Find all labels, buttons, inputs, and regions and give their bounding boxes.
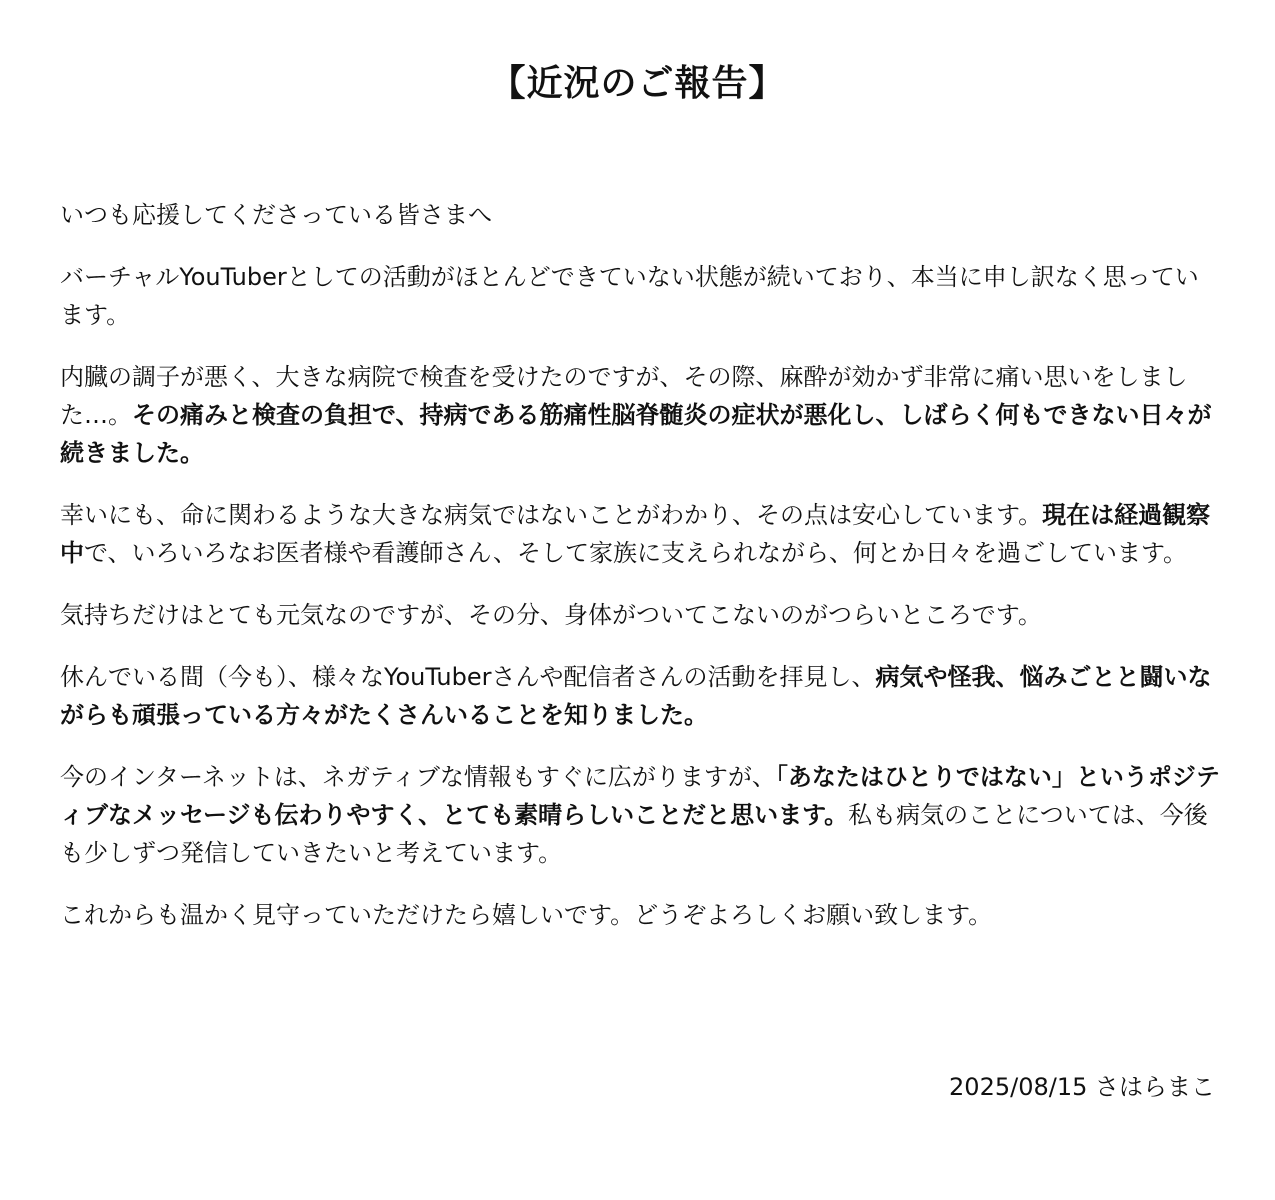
- date-signature: 2025/08/15 さはらまこ: [949, 1073, 1215, 1101]
- paragraph-status: [60, 496, 1220, 572]
- paragraph-text: これからも温かく見守っていただけたら嬉しいです。どうぞよろしくお願い致します。: [60, 901, 993, 929]
- emphasis-text: 現在は経過観察中: [60, 501, 1211, 567]
- paragraph-text: 休んでいる間（今も）、様々なYouTuberさんや配信者さんの活動を拝見し、: [60, 663, 876, 691]
- paragraph-feelings: [60, 596, 1220, 634]
- emphasis-text: その痛みと検査の負担で、持病である筋痛性脳脊髄炎の症状が悪化し、しばらく何もできない日々が続きました。: [60, 401, 1212, 467]
- paragraph-greeting: [60, 196, 1220, 234]
- paragraph-apology: [60, 258, 1220, 334]
- paragraph-text: バーチャルYouTuberとしての活動がほとんどできていない状態が続いており、本当に申し訳なく思っています。: [60, 263, 1199, 329]
- paragraph-text: 私も病気のことについては、今後も少しずつ発信していきたいと考えています。: [60, 801, 1208, 867]
- emphasis-text: 「あなたはひとりではない」というポジティブなメッセージも伝わりやすく、とても素晴らしいことだと思います。: [60, 763, 1220, 829]
- paragraph-others: [60, 658, 1220, 734]
- paragraph-closing: [60, 896, 1220, 934]
- paragraph-text: いつも応援してくださっている皆さまへ: [60, 201, 492, 229]
- announcement-body: [60, 196, 1220, 958]
- paragraph-text: 内臓の調子が悪く、大きな病院で検査を受けたのですが、その際、麻酔が効かず非常に痛い思いをしました…。: [60, 363, 1188, 429]
- paragraph-text: 今のインターネットは、ネガティブな情報もすぐに広がりますが、: [60, 763, 776, 791]
- page-title: 【近況のご報告】: [489, 63, 786, 104]
- emphasis-text: 病気や怪我、悩みごとと闘いながらも頑張っている方々がたくさんいることを知りました。: [60, 663, 1212, 729]
- paragraph-text: 気持ちだけはとても元気なのですが、その分、身体がついてこないのがつらいところです。: [60, 601, 1042, 629]
- paragraph-text: 幸いにも、命に関わるような大きな病気ではないことがわかり、その点は安心しています。: [60, 501, 1043, 529]
- paragraph-internet: [60, 758, 1220, 872]
- paragraph-text: で、いろいろなお医者様や看護師さん、そして家族に支えられながら、何とか日々を過ごしています。: [84, 539, 1188, 567]
- paragraph-illness: [60, 358, 1220, 472]
